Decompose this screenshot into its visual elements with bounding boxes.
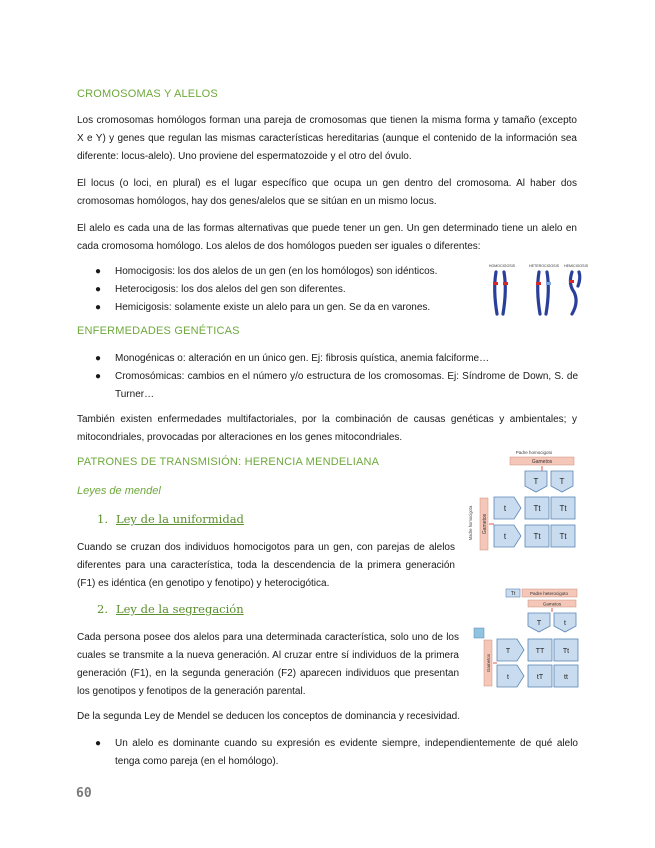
section-heading-cromosomas: CROMOSOMAS Y ALELOS bbox=[77, 88, 218, 100]
punnett2-col-allele: T bbox=[536, 620, 542, 627]
figure-label-hemicigosis: HEMICIGOSIS bbox=[564, 264, 588, 268]
section-heading-enfermedades: ENFERMEDADES GENÉTICAS bbox=[77, 325, 240, 337]
bullet-icon: ● bbox=[95, 266, 102, 277]
punnett2-cell: tt bbox=[564, 674, 568, 681]
punnett2-side-label: Gametos bbox=[486, 653, 491, 673]
list-item: ● Homocigosis: los dos alelos de un gen (en los homólogos) son idénticos. bbox=[95, 263, 475, 281]
punnett2-row-allele: T bbox=[505, 648, 511, 655]
punnett2-cell: tT bbox=[536, 674, 544, 681]
punnett1-cell: Tt bbox=[533, 532, 541, 541]
paragraph-multifactoriales: También existen enfermedades multifactoriales, por la combinación de causas genéticas y ambientales; y mitocondriales, provocadas por alteraciones en los genes mitocondriales. bbox=[77, 414, 577, 443]
list-item: ● Monogénicas o: alteración en un único gen. Ej: fibrosis quística, anemia falciforme… bbox=[95, 350, 578, 368]
paragraph-homologos: Los cromosomas homólogos forman una pareja de cromosomas que tienen la misma forma y tamaño (excepto X e Y) y genes que regulan las mismas características hereditarias (aunque el contenido de la información sea diferente: locus-alelo). Uno proviene del espermatozoide y el otro del óvulo. bbox=[77, 115, 577, 162]
list-item: ● Heterocigosis: los dos alelos del gen son diferentes. bbox=[95, 281, 475, 299]
punnett1-top-bar: Gametos bbox=[531, 459, 553, 465]
figure-label-heterocigosis: HETEROCIGOSIS bbox=[529, 264, 559, 268]
list-item: ● Un alelo es dominante cuando su expresión es evidente siempre, independientemente de qué alelo tenga como pareja (en el homólogo). bbox=[95, 735, 578, 771]
punnett1-col-allele: T bbox=[559, 477, 565, 486]
punnett1-cell: Tt bbox=[533, 504, 541, 513]
bullet-icon: ● bbox=[95, 284, 102, 295]
law-heading-uniformidad: 1. Ley de la uniformidad bbox=[97, 512, 244, 526]
paragraph-uniformidad: Cuando se cruzan dos individuos homocigotos para un gen, con parejas de alelos diferentes para una característica, toda la descendencia de la primera generación (F1) es idéntica (en genotipo y fenotipo) y heterocigótica. bbox=[77, 542, 455, 589]
bullet-icon: ● bbox=[95, 353, 102, 364]
punnett-square-uniformidad bbox=[465, 448, 581, 554]
page-number: 60 bbox=[76, 786, 92, 801]
section-heading-patrones: PATRONES DE TRANSMISIÓN: HERENCIA MENDELIANA bbox=[77, 456, 380, 468]
punnett-square-segregacion bbox=[472, 588, 580, 690]
punnett2-row-allele: t bbox=[507, 674, 509, 681]
bullet-icon: ● bbox=[95, 302, 102, 313]
punnett2-cell: Tt bbox=[562, 648, 570, 655]
punnett2-top-label: Padre heterocigoto bbox=[529, 591, 569, 596]
punnett1-row-allele: t bbox=[503, 504, 507, 513]
subheading-leyes-mendel: Leyes de mendel bbox=[77, 485, 161, 497]
punnett1-side-label: Madre homocigota bbox=[468, 505, 473, 541]
punnett2-tag: Tt bbox=[510, 591, 516, 597]
figure-label-homocigosis: HOMOCIGOSIS bbox=[488, 264, 516, 268]
punnett2-top-bar: Gametos bbox=[542, 601, 562, 607]
punnett1-top-label: Padre homocigoto bbox=[515, 450, 553, 455]
chromosome-zygosity-figure bbox=[484, 262, 588, 318]
punnett1-cell: Tt bbox=[559, 504, 567, 513]
punnett1-cell: Tt bbox=[559, 532, 567, 541]
punnett1-col-allele: T bbox=[533, 477, 539, 486]
punnett2-cell: TT bbox=[535, 648, 545, 655]
bullet-icon: ● bbox=[95, 738, 102, 749]
paragraph-segregacion: Cada persona posee dos alelos para una determinada característica, solo uno de los cuales se transmite a la nueva generación. Al cruzar entre sí individuos de la primera generación (F1), en la segunda generación (F2) aparecen individuos que presentan los genotipos y fenotipos de la generación parental. bbox=[77, 632, 459, 697]
list-item: ● Cromosómicas: cambios en el número y/o estructura de los cromosomas. Ej: Síndrome de Down, S. de Turner… bbox=[95, 368, 578, 404]
bullet-icon: ● bbox=[95, 371, 102, 382]
punnett1-side-bar: Gametos bbox=[482, 513, 488, 535]
punnett1-row-allele: t bbox=[503, 532, 507, 541]
paragraph-dominancia: De la segunda Ley de Mendel se deducen los conceptos de dominancia y recesividad. bbox=[77, 711, 461, 722]
law-heading-segregacion: 2. Ley de la segregación bbox=[97, 602, 244, 616]
punnett2-col-allele: t bbox=[564, 620, 566, 627]
list-item: ● Hemicigosis: solamente existe un alelo para un gen. Se da en varones. bbox=[95, 299, 475, 317]
paragraph-alelo: El alelo es cada una de las formas alternativas que puede tener un gen. Un gen determinado tiene un alelo en cada cromosoma homólogo. Los alelos de dos homólogos pueden ser iguales o diferentes: bbox=[77, 223, 577, 252]
paragraph-locus: El locus (o loci, en plural) es el lugar específico que ocupa un gen dentro del cromosoma. Al haber dos cromosomas homólogos, hay dos genes/alelos que se sitúan en un mismo locus. bbox=[77, 178, 577, 207]
